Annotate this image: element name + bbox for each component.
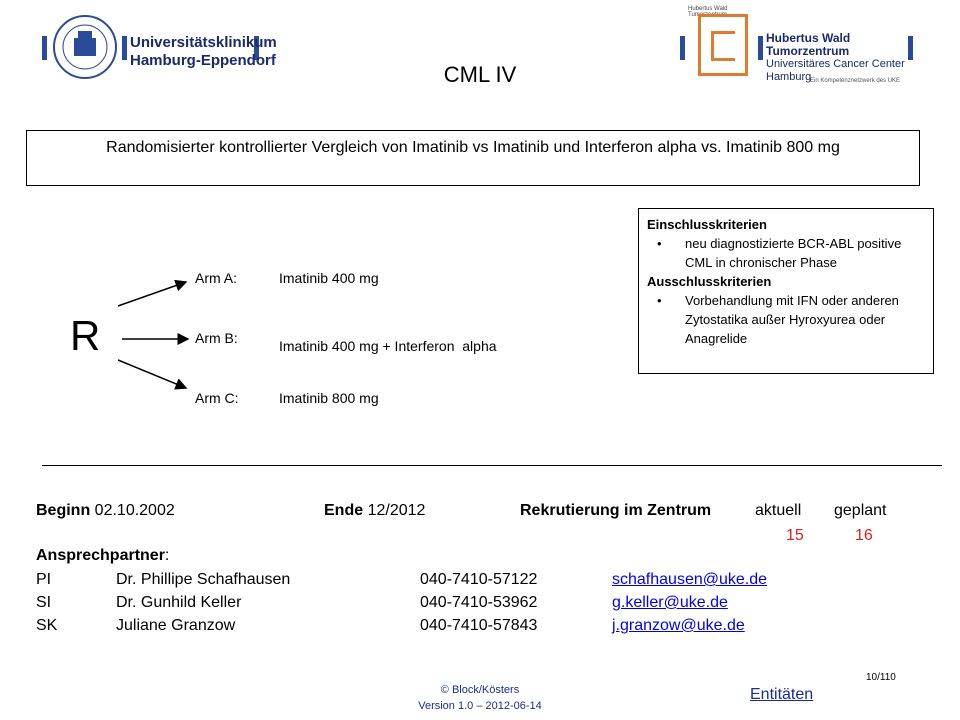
recruit-label: Rekrutierung im Zentrum xyxy=(520,502,712,519)
hw-caption-2: Tumorzentrum xyxy=(688,12,727,18)
contact-phone: 040-7410-53962 xyxy=(420,594,538,611)
page-title: CML IV xyxy=(443,62,517,87)
criteria-box xyxy=(638,208,934,374)
randomization-letter: R xyxy=(70,312,101,359)
exclusion-item xyxy=(647,291,925,348)
contact-phone: 040-7410-57122 xyxy=(420,571,538,588)
uke-line1: Universitätsklinikum xyxy=(130,34,277,51)
end-value: 12/2012 xyxy=(367,502,426,519)
version: Version 1.0 – 2012-06-14 xyxy=(418,700,542,712)
inclusion-header: Einschlusskriterien xyxy=(647,217,767,232)
contact-row xyxy=(36,594,51,612)
arrow-arm-c xyxy=(118,360,186,388)
current-label: aktuell xyxy=(755,502,802,519)
inclusion-item-text: neu diagnostizierte BCR-ABL positive CML in chronischer Phase xyxy=(685,236,902,270)
contact-label: Ansprechpartner xyxy=(36,547,165,564)
bullet-icon: • xyxy=(657,293,662,308)
contact-name: Juliane Granzow xyxy=(116,617,236,634)
hw-caption-1: Hubertus Wald xyxy=(688,6,728,12)
contact-phone: 040-7410-57843 xyxy=(420,617,538,634)
contact-name: Dr. Gunhild Keller xyxy=(116,594,242,611)
divider xyxy=(42,465,942,466)
contact-role: PI xyxy=(36,571,52,588)
arm-b-drug: Imatinib 400 mg + Interferon alpha xyxy=(279,338,497,354)
arm-a-label: Arm A: xyxy=(195,270,238,286)
contact-email-link[interactable]: g.keller@uke.de xyxy=(612,594,728,611)
arrow-arm-a xyxy=(118,282,186,306)
study-description-text: Randomisierter kontrollierter Vergleich von Imatinib vs Imatinib und Interferon alpha vs. Imatinib 800 mg xyxy=(106,139,840,156)
arm-b-label: Arm B: xyxy=(195,330,238,346)
contact-email-link[interactable]: j.granzow@uke.de xyxy=(612,617,745,634)
study-description xyxy=(26,130,920,186)
contact-name: Dr. Phillipe Schafhausen xyxy=(116,571,291,588)
contact-role: SK xyxy=(36,617,58,634)
page-number: 10/110 xyxy=(866,672,896,683)
begin-label: Beginn xyxy=(36,502,91,519)
hw-sub: Ein Kompetenznetzwerk des UKE xyxy=(810,78,901,84)
end-label: Ende xyxy=(324,502,364,519)
arm-c-label: Arm C: xyxy=(195,390,239,406)
arm-c-drug: Imatinib 800 mg xyxy=(279,390,379,406)
uke-line2: Hamburg-Eppendorf xyxy=(130,52,276,69)
contact-colon: : xyxy=(164,547,170,564)
begin-value: 02.10.2002 xyxy=(94,502,175,519)
planned-label: geplant xyxy=(834,502,887,519)
end-info xyxy=(324,502,425,520)
contact-row xyxy=(36,571,51,589)
begin-info xyxy=(36,502,175,520)
arm-a-drug: Imatinib 400 mg xyxy=(279,270,379,286)
copyright: © Block/Kösters xyxy=(440,684,520,696)
planned-value: 16 xyxy=(855,527,873,544)
exclusion-header: Ausschlusskriterien xyxy=(647,274,772,289)
hw-line2: Universitäres Cancer Center Hamburg xyxy=(766,58,905,83)
inclusion-item xyxy=(647,234,925,272)
contact-email-link[interactable]: schafhausen@uke.de xyxy=(612,571,768,588)
hw-line1: Hubertus Wald Tumorzentrum xyxy=(766,31,851,58)
bullet-icon: • xyxy=(657,236,662,251)
entitaeten-link[interactable]: Entitäten xyxy=(750,686,814,703)
contact-role: SI xyxy=(36,594,52,611)
contact-row xyxy=(36,617,57,635)
exclusion-item-text: Vorbehandlung mit IFN oder anderen Zytostatika außer Hyroxyurea oder Anagrelide xyxy=(685,293,899,346)
contact-header xyxy=(36,547,169,565)
current-value: 15 xyxy=(786,527,804,544)
